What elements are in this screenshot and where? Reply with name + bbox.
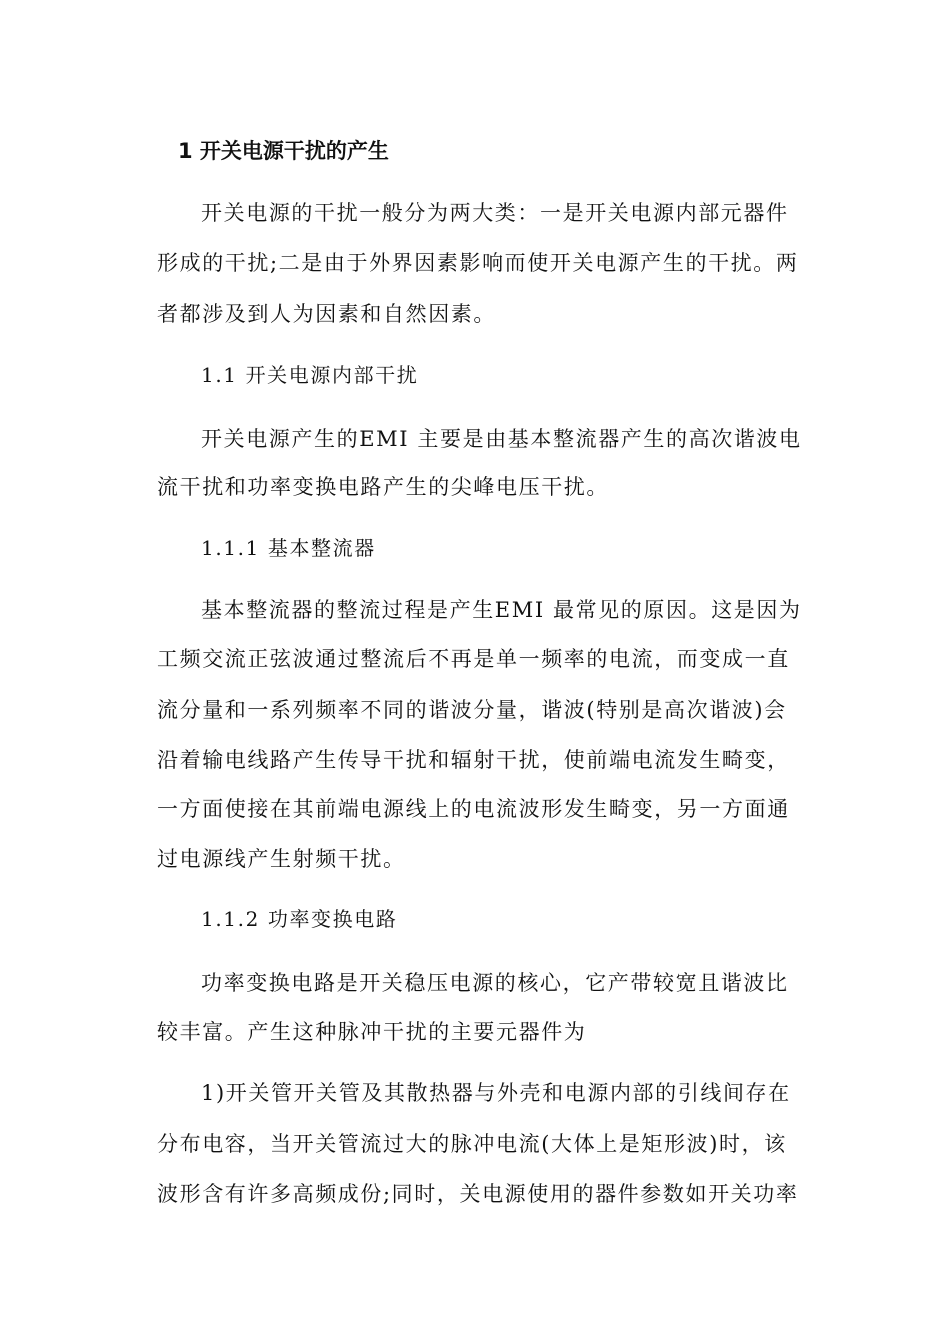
subsection-heading: 1.1 开关电源内部干扰 [201,363,419,387]
paragraph-line: 分布电容，当开关管流过大的脉冲电流(大体上是矩形波)时，该 [157,1132,787,1156]
paragraph-line: 流干扰和功率变换电路产生的尖峰电压干扰。 [157,475,609,499]
paragraph-line: 较丰富。产生这种脉冲干扰的主要元器件为 [157,1020,587,1044]
paragraph-line: 开关电源的干扰一般分为两大类：一是开关电源内部元器件 [201,201,789,225]
paragraph-line: 波形含有许多高频成份;同时，关电源使用的器件参数如开关功率 [157,1182,799,1206]
paragraph-line: 1)开关管开关管及其散热器与外壳和电源内部的引线间存在 [201,1081,791,1105]
paragraph-line: 者都涉及到人为因素和自然因素。 [157,302,496,326]
paragraph-line: 工频交流正弦波通过整流后不再是单一频率的电流，而变成一直 [157,647,790,671]
paragraph-line: 沿着输电线路产生传导干扰和辐射干扰，使前端电流发生畸变， [157,748,790,772]
subsection-heading: 1.1.2 功率变换电路 [201,907,398,931]
paragraph-line: 功率变换电路是开关稳压电源的核心，它产带较宽且谐波比 [201,971,789,995]
paragraph-line: 流分量和一系列频率不同的谐波分量，谐波(特别是高次谐波)会 [157,698,787,722]
paragraph-line: 形成的干扰;二是由于外界因素影响而使开关电源产生的干扰。两 [157,251,799,275]
paragraph-line: 基本整流器的整流过程是产生EMI 最常见的原因。这是因为 [201,598,802,622]
paragraph-line: 过电源线产生射频干扰。 [157,847,406,871]
subsection-heading: 1.1.1 基本整流器 [201,536,376,560]
section-heading: 1 开关电源干扰的产生 [178,139,389,163]
paragraph-line: 一方面使接在其前端电源线上的电流波形发生畸变，另一方面通 [157,797,790,821]
paragraph-line: 开关电源产生的EMI 主要是由基本整流器产生的高次谐波电 [201,427,802,451]
